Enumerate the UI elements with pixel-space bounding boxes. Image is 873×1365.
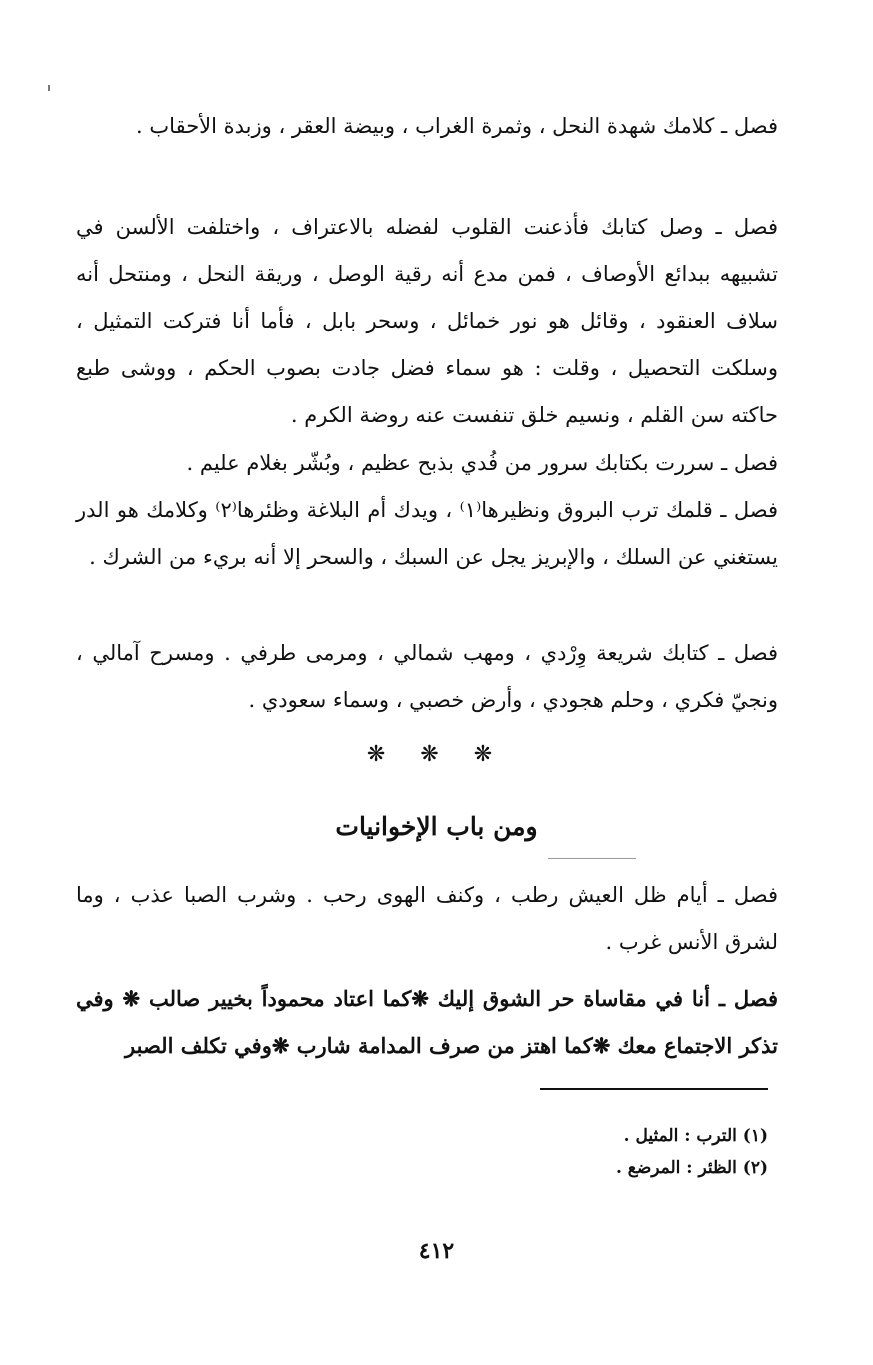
footnotes: [616, 1120, 768, 1184]
section-paragraph-days: [76, 872, 778, 966]
footnote-divider: [540, 1088, 768, 1090]
paragraph-text: فصل ـ أيام ظل العيش رطب ، وكنف الهوى رحب . وشرب الصبا عذب ، وما لشرق الأنس غرب .: [76, 883, 778, 954]
title-underline: [548, 858, 636, 859]
paragraph-text: فصل ـ قلمك ترب البروق ونظيرها⁽١⁾ ، ويدك أم البلاغة وظئرها⁽٢⁾ وكلامك هو الدر يستغني عن السلك ، والإبريز يجل عن السبك ، والسحر إلا أنه بريء من الشرك .: [76, 498, 779, 569]
paragraph-group-pen: [76, 440, 778, 581]
scan-speck: [48, 85, 50, 91]
section-title: ومن باب الإخوانيات: [335, 812, 538, 841]
paragraph-text: فصل ـ كلامك شهدة النحل ، وثمرة الغراب ، وبيضة العقر ، وزبدة الأحقاب .: [136, 114, 778, 138]
section-separator: ❋ ❋ ❋: [366, 742, 507, 767]
paragraph-text: فصل ـ سررت بكتابك سرور من فُدي بذبح عظيم ، وبُشّر بغلام عليم .: [186, 451, 778, 475]
paragraph-speech: [76, 103, 778, 150]
paragraph-letter-arrived: [76, 204, 778, 439]
footnote-2: (٢) الظئر : المرضع .: [615, 1158, 768, 1178]
section-paragraph-longing: [76, 975, 778, 1069]
page-number: ٤١٢: [418, 1238, 455, 1264]
paragraph-text: فصل ـ كتابك شريعة وِرْدي ، ومهب شمالي ، ومرمى طرفي . ومسرح آمالي ، ونجيّ فكري ، وحلم هجودي ، وأرض خصبي ، وسماء سعودي .: [76, 641, 778, 712]
paragraph-text: فصل ـ وصل كتابك فأذعنت القلوب لفضله بالاعتراف ، واختلفت الألسن في تشبيهه ببدائع الأوصاف ، فمن مدع أنه رقية الوصل ، وريقة النحل ، ومنتحل أنه سلاف العنقود ، وقائل هو نور خمائل ، وسحر بابل ، فأما أنا فتركت التمثيل ، وسلكت التحصيل ، وقلت : هو سماء فضل جادت بصوب الحكم ، ووشى طبع حاكته سن القلم ، ونسيم خلق تنفست عنه روضة الكرم .: [76, 215, 778, 427]
paragraph-text: فصل ـ أنا في مقاساة حر الشوق إليك ❋كما اعتاد محموداً بخيير صالب ❋ وفي تذكر الاجتماع معك ❋كما اهتز من صرف المدامة شارب ❋وفي تكلف الصبر: [76, 986, 778, 1058]
paragraph-letter-source: [76, 630, 778, 724]
footnote-1: (١) الترب : المثيل .: [623, 1126, 768, 1146]
